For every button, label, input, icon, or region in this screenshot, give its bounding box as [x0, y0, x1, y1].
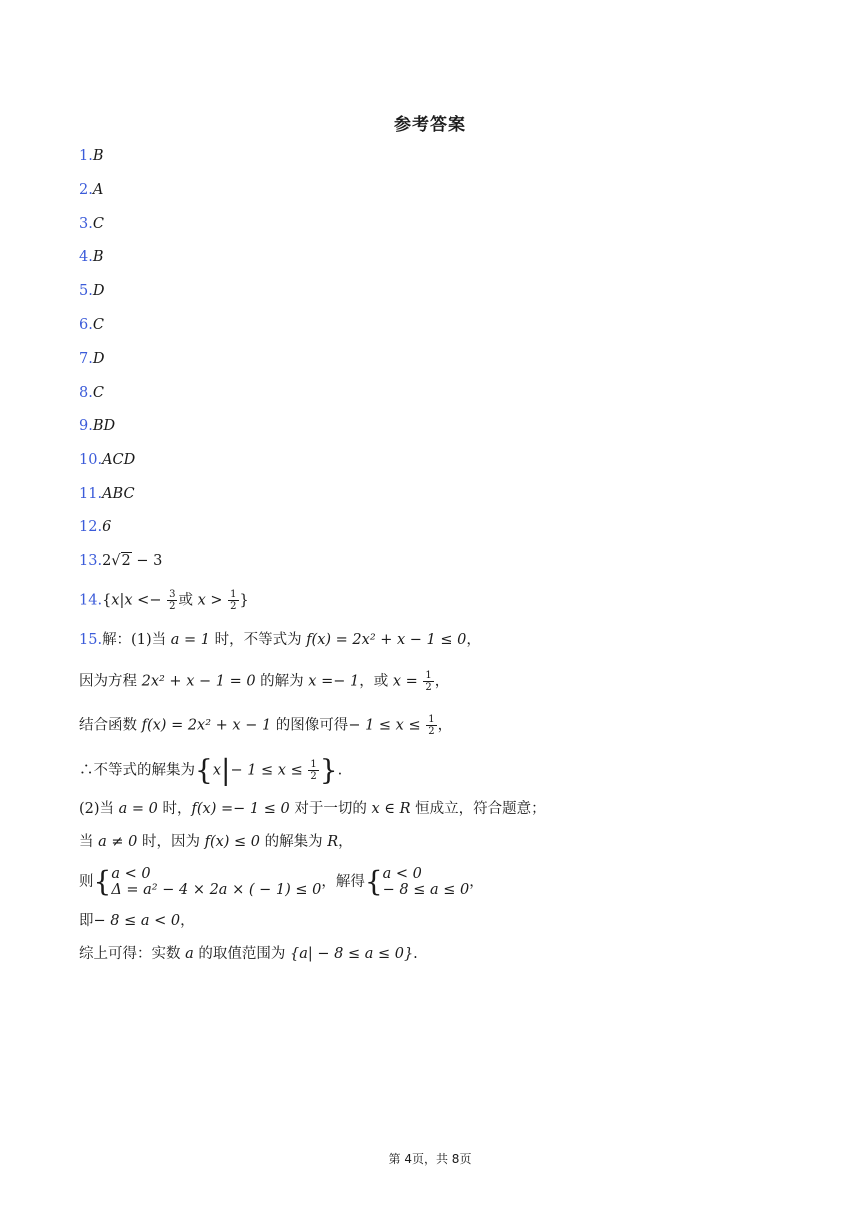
text: (2)当: [79, 801, 119, 817]
math-var: x: [212, 762, 222, 779]
text: ，: [466, 632, 481, 648]
denominator: 2: [169, 601, 176, 612]
numerator: 1: [425, 670, 432, 681]
answer-text: BD: [92, 418, 116, 434]
text: .: [337, 762, 343, 779]
answer-text: 6: [102, 519, 112, 535]
math: x =: [392, 673, 423, 690]
solution-15-line-9: [79, 944, 418, 964]
answer-5: [79, 281, 104, 301]
math-var: x: [197, 592, 206, 609]
page-title: 参考答案: [394, 115, 466, 135]
bar: |: [119, 592, 125, 609]
text: ，解得: [321, 874, 365, 890]
text: 的取值范围为: [193, 946, 290, 962]
answer-text: − 3: [131, 553, 163, 569]
question-number: 4.: [79, 249, 93, 265]
system-row: a < 0: [382, 866, 422, 882]
question-number: 2.: [79, 182, 93, 198]
brace: {: [364, 865, 383, 898]
text: ，: [434, 673, 450, 690]
answer-text: C: [92, 385, 104, 401]
answer-text: B: [92, 148, 104, 164]
page-footer: 第 4页，共 8页: [388, 1152, 472, 1166]
math: a: [185, 946, 194, 962]
solution-15-line-1: [79, 630, 481, 650]
text: 的解为: [255, 673, 309, 690]
math: f(x) = 2x² + x − 1: [141, 717, 272, 734]
text: ，: [180, 913, 195, 929]
text: 对于一切的: [289, 801, 372, 817]
text: 则: [79, 874, 94, 890]
question-number: 10.: [79, 452, 103, 468]
math: f(x) =− 1 ≤ 0: [191, 801, 290, 817]
brace: }: [319, 753, 338, 787]
answer-2: [79, 180, 103, 200]
text: ∴不等式的解集为: [79, 762, 195, 779]
answer-text: B: [92, 249, 104, 265]
answer-7: [79, 349, 104, 369]
text: ，: [469, 874, 484, 890]
op: <−: [132, 592, 167, 609]
math: f(x) ≤ 0: [204, 834, 261, 850]
system-of-inequalities: [111, 866, 321, 898]
answer-8: [79, 383, 104, 403]
text: 时，不等式为: [209, 632, 307, 648]
answer-1: [79, 146, 104, 166]
fraction: [308, 759, 318, 782]
text: 因为方程: [79, 673, 142, 690]
text: 的图像可得: [271, 717, 349, 734]
fraction: [228, 589, 238, 612]
question-number: 8.: [79, 385, 93, 401]
fraction: [167, 589, 177, 612]
question-number: 1.: [79, 148, 93, 164]
math: f(x) = 2x² + x − 1 ≤ 0: [306, 632, 467, 648]
solution-15-line-2: [79, 670, 449, 693]
answer-text: D: [92, 351, 105, 367]
solution-15-line-3: [79, 714, 452, 737]
solution-15-line-8: [79, 911, 195, 931]
question-number: 9.: [79, 418, 93, 434]
op: >: [205, 592, 228, 609]
question-number: 14.: [79, 592, 103, 609]
answer-text: C: [92, 317, 104, 333]
question-number: 13.: [79, 553, 103, 569]
answer-text: D: [92, 283, 105, 299]
answer-text: 2: [102, 553, 112, 569]
bar: |: [221, 753, 231, 787]
numerator: 1: [230, 589, 237, 600]
answer-14: [79, 589, 249, 612]
system-of-inequalities: [383, 866, 470, 898]
math: − 8 ≤ a < 0: [93, 913, 181, 929]
text: ，或: [359, 673, 393, 690]
text: ，: [338, 834, 353, 850]
brace: {: [102, 592, 112, 609]
answer-12: [79, 517, 111, 537]
denominator: 2: [230, 601, 237, 612]
question-number: 6.: [79, 317, 93, 333]
fraction: [426, 714, 436, 737]
math: − 1 ≤ x ≤: [348, 717, 426, 734]
solution-15-line-5: [79, 799, 546, 819]
sqrt-radicand: 2: [121, 553, 131, 569]
math: a = 0: [118, 801, 158, 817]
question-number: 12.: [79, 519, 103, 535]
math-var: x: [111, 592, 120, 609]
question-number: 15.: [79, 632, 103, 648]
text: 恒成立，符合题意；: [410, 801, 546, 817]
question-number: 3.: [79, 216, 93, 232]
text: 时，因为: [137, 834, 205, 850]
text: 结合函数: [79, 717, 142, 734]
answer-6: [79, 315, 104, 335]
brace: }: [239, 592, 249, 609]
answer-4: [79, 247, 104, 267]
numerator: 3: [169, 589, 176, 600]
text: 时，: [157, 801, 192, 817]
text: 的解集为: [260, 834, 328, 850]
answer-10: [79, 450, 135, 470]
answer-11: [79, 484, 135, 504]
answer-text: ACD: [102, 452, 136, 468]
math: a = 1: [170, 632, 210, 648]
brace: {: [195, 753, 213, 787]
answer-text: ABC: [102, 486, 135, 502]
text: ，: [437, 717, 453, 734]
fraction: [423, 670, 433, 693]
denominator: 2: [425, 682, 432, 693]
numerator: 1: [428, 714, 435, 725]
system-row: − 8 ≤ a ≤ 0: [382, 882, 470, 898]
answer-3: [79, 214, 104, 234]
math: {a| − 8 ≤ a ≤ 0}: [289, 946, 414, 962]
denominator: 2: [310, 771, 317, 782]
system-row: Δ = a² − 4 × 2a × ( − 1) ≤ 0: [111, 882, 322, 898]
system-row: a < 0: [111, 866, 151, 882]
math: 2x² + x − 1 = 0: [141, 673, 256, 690]
solution-15-line-7: [79, 866, 484, 898]
answer-text: A: [92, 182, 104, 198]
solution-15-line-4: [79, 753, 343, 787]
numerator: 1: [310, 759, 317, 770]
text: 综上可得：实数: [79, 946, 186, 962]
text: 或: [178, 592, 198, 609]
brace: {: [93, 865, 112, 898]
math: x =− 1: [308, 673, 360, 690]
question-number: 5.: [79, 283, 93, 299]
math: R: [327, 834, 339, 850]
denominator: 2: [428, 726, 435, 737]
solution-15-line-6: [79, 832, 353, 852]
text: 即: [79, 913, 94, 929]
text: 当: [79, 834, 99, 850]
question-number: 7.: [79, 351, 93, 367]
math: x ∈ R: [371, 801, 411, 817]
answer-13: 13.2√2 − 3: [79, 553, 163, 569]
math: a ≠ 0: [98, 834, 138, 850]
question-number: 11.: [79, 486, 103, 502]
text: .: [413, 946, 418, 962]
math-var: x: [124, 592, 133, 609]
answer-9: [79, 416, 115, 436]
answer-text: C: [92, 216, 104, 232]
math: − 1 ≤ x ≤: [230, 762, 308, 779]
text: 解：(1)当: [102, 632, 171, 648]
